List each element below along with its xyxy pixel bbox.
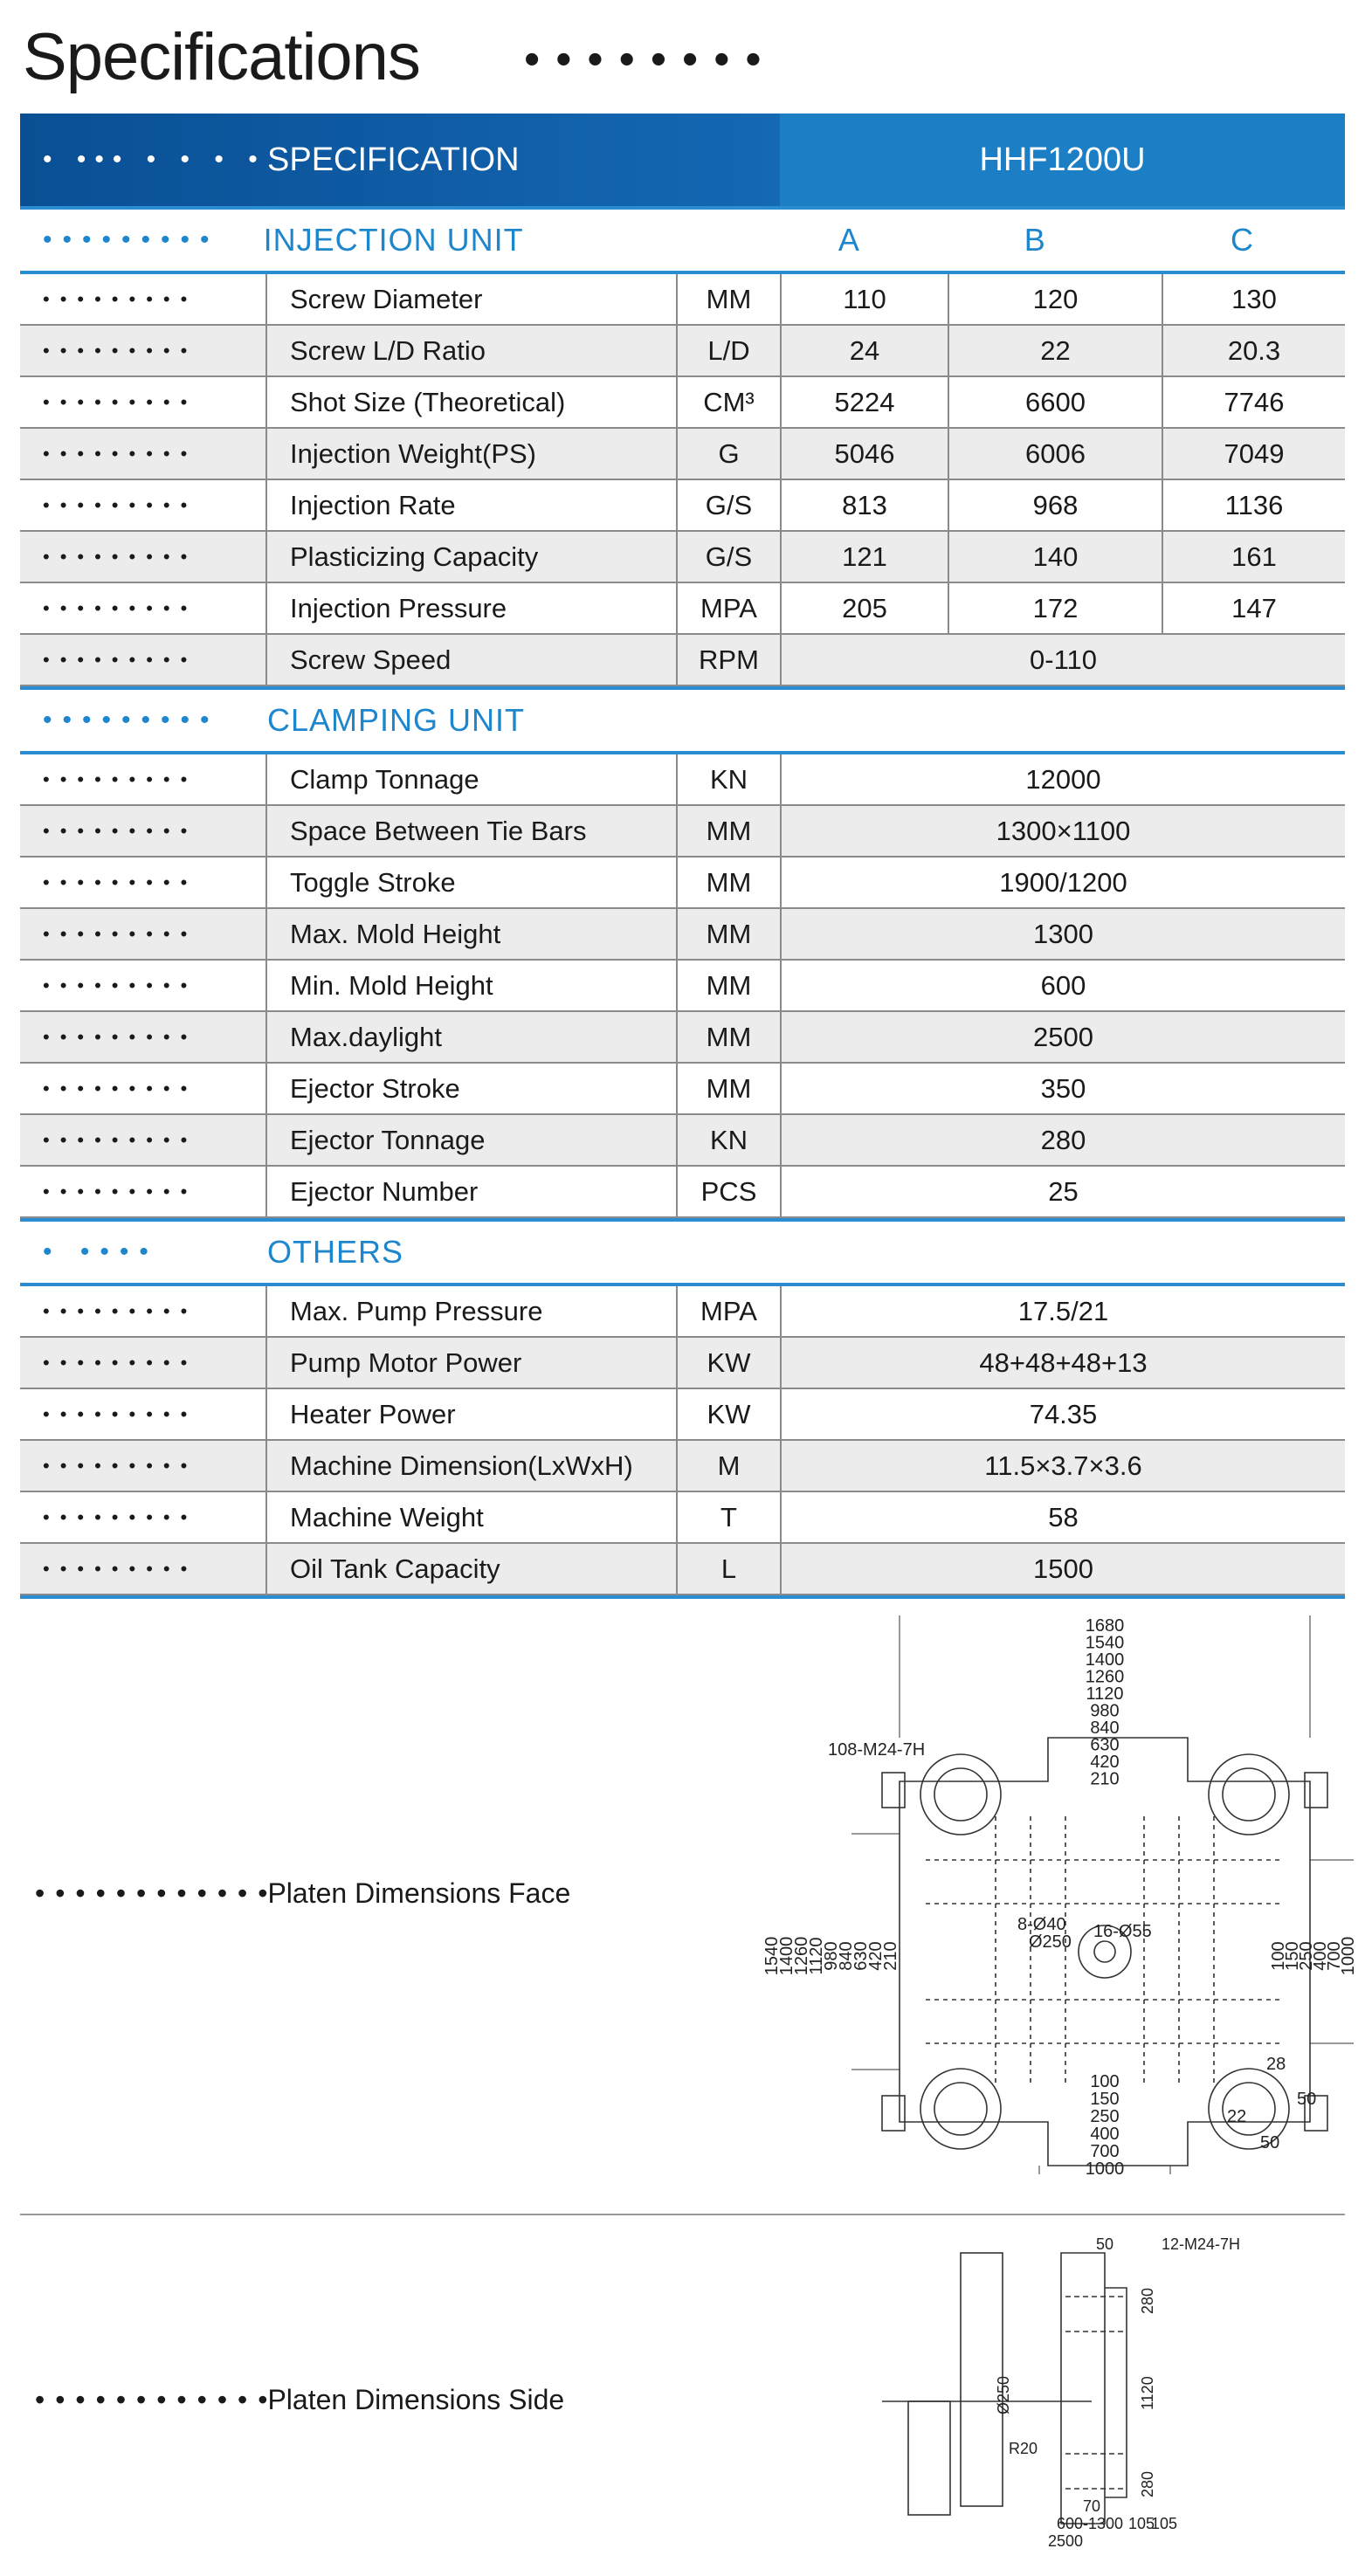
row-value: 1136 [1224,489,1284,520]
side-dimension: 70 [1083,2497,1101,2515]
row-name: Machine Weight [267,1492,678,1542]
section-divider [20,2214,1345,2215]
header-dots: • ••• • • • • [43,145,266,174]
platen-face-label-text: Platen Dimensions Face [267,1877,571,1909]
table-row [20,635,1345,686]
table-row [20,1338,1345,1389]
platen-face-label: ••••••••••••Platen Dimensions Face [35,1877,571,1909]
row-dots: ••••••••• [20,909,267,959]
row-unit: KN [678,754,782,804]
row-dots: ••••••••• [20,1012,267,1062]
row-name: Pump Motor Power [267,1338,678,1388]
row-dots: ••••••••• [20,1115,267,1165]
row-unit: MM [678,1012,782,1062]
row-unit: MM [678,1064,782,1113]
row-unit: RPM [678,635,782,685]
dimension-right: 100 [1269,1941,1288,1971]
row-value: 0-110 [1030,644,1097,675]
row-dots: ••••••••• [20,326,267,375]
dimension-left: 840 [837,1941,856,1971]
table-row [20,961,1345,1012]
row-unit: PCS [678,1167,782,1216]
side-dimension: 280 [1139,2470,1156,2497]
row-value: 20.3 [1227,334,1281,366]
row-name: Space Between Tie Bars [267,806,678,856]
side-dimension: R20 [1009,2440,1038,2457]
row-unit: MM [678,274,782,324]
header-title: SPECIFICATION [267,141,520,178]
row-value: 5224 [782,377,949,427]
row-name: Clamp Tonnage [267,754,678,804]
row-unit: MM [678,909,782,959]
row-name: Shot Size (Theoretical) [267,377,678,427]
side-dimension: 105 [1128,2515,1155,2532]
row-value: 7746 [1224,386,1285,417]
platen-face-drawing [751,1598,1362,2192]
dimension-top: 980 [1090,1701,1120,1721]
row-value: 600 [1040,969,1086,1001]
dimension-top: 210 [1090,1769,1120,1789]
row-name: Injection Weight(PS) [267,429,678,479]
row-value: 17.5/21 [1017,1295,1109,1326]
row-dots: ••••••••• [20,1286,267,1336]
sections [20,210,1345,1595]
row-dots: ••••••••• [20,274,267,324]
row-name: Machine Dimension(LxWxH) [267,1441,678,1491]
detail-dim-4: 50 [1260,2133,1280,2152]
row-dots: ••••••••• [20,858,267,907]
dimension-top: 630 [1090,1735,1120,1755]
callout-bolts: 108-M24-7H [828,1740,926,1760]
row-name: Heater Power [267,1389,678,1439]
platen-side-label-text: Platen Dimensions Side [267,2384,565,2415]
row-dots: ••••••••• [20,961,267,1010]
dimension-left: 210 [881,1941,900,1971]
row-value: 24 [782,326,949,375]
dimension-top: 840 [1090,1718,1120,1738]
dimension-bottom: 100 [1090,2072,1120,2091]
row-value: 1500 [1033,1553,1093,1584]
row-value: 350 [1040,1072,1086,1104]
dimension-bottom: 250 [1090,2107,1120,2126]
detail-dim-3: 50 [1297,2090,1317,2109]
row-value: 25 [1048,1175,1079,1207]
dimension-right: 250 [1297,1941,1316,1971]
table-row [20,583,1345,635]
table-row [20,1167,1345,1218]
row-name: Oil Tank Capacity [267,1544,678,1594]
dimension-left: 420 [866,1941,886,1971]
dimension-right: 700 [1325,1941,1344,1971]
column-header: B [1024,222,1045,258]
table-row [20,429,1345,480]
callout-center: Ø250 [1029,1932,1072,1952]
table-row [20,377,1345,429]
table-row [20,754,1345,806]
row-value: 22 [949,326,1163,375]
dimension-right: 400 [1311,1941,1330,1971]
row-name: Screw L/D Ratio [267,326,678,375]
row-value: 813 [782,480,949,530]
row-value: 7049 [1224,437,1285,469]
row-value: 6600 [949,377,1163,427]
row-value: 11.5×3.7×3.6 [984,1450,1142,1481]
column-header: C [1231,222,1254,258]
row-dots: ••••••••• [20,532,267,582]
row-value: 2500 [1033,1021,1093,1052]
row-dots: ••••••••• [20,1064,267,1113]
section-title: CLAMPING UNIT [267,702,526,738]
row-name: Ejector Number [267,1167,678,1216]
side-dimension: 50 [1096,2235,1114,2253]
section-dots: ••••••••• [43,706,220,734]
callout-8-holes: 8-Ø40 [1017,1915,1066,1934]
row-unit: T [678,1492,782,1542]
row-dots: ••••••••• [20,1441,267,1491]
row-dots: ••••••••• [20,377,267,427]
section-dots: ••••••••• [43,225,220,254]
row-name: Screw Speed [267,635,678,685]
row-unit: L/D [678,326,782,375]
row-value: 1900/1200 [999,866,1127,898]
platen-side-drawing [873,2235,1293,2550]
table-row [20,1441,1345,1492]
row-value: 48+48+48+13 [979,1347,1148,1378]
row-value: 205 [782,583,949,633]
row-unit: L [678,1544,782,1594]
table-row [20,532,1345,583]
label-dots-side: ••••••••••• [35,2384,259,2415]
row-name: Ejector Tonnage [267,1115,678,1165]
row-unit: CM³ [678,377,782,427]
section-dots: • •••• [43,1237,159,1266]
side-dimension: 2500 [1048,2532,1084,2550]
dimension-left: 630 [851,1941,871,1971]
row-name: Toggle Stroke [267,858,678,907]
row-dots: ••••••••• [20,754,267,804]
dimension-bottom: 700 [1090,2142,1120,2161]
dimension-left: 980 [822,1941,841,1971]
row-name: Max. Mold Height [267,909,678,959]
row-name: Plasticizing Capacity [267,532,678,582]
row-unit: G [678,429,782,479]
row-unit: M [678,1441,782,1491]
callout-16-holes: 16-Ø55 [1093,1922,1152,1941]
table-row [20,326,1345,377]
dimension-bottom: 400 [1090,2125,1120,2144]
row-dots: ••••••••• [20,1167,267,1216]
dimension-top: 420 [1090,1753,1120,1772]
page-title: Specifications [23,20,420,94]
label-dots: ••••••••••• [35,1877,259,1909]
dimension-top: 1680 [1085,1616,1125,1636]
row-value: 172 [949,583,1163,633]
section-rows [20,754,1345,1218]
row-name: Ejector Stroke [267,1064,678,1113]
side-dimension: 1120 [1139,2376,1156,2410]
row-dots: ••••••••• [20,1338,267,1388]
table-row [20,1492,1345,1544]
detail-dim-2: 22 [1227,2107,1247,2126]
row-value: 58 [1048,1501,1079,1533]
table-row [20,1115,1345,1167]
row-value: 147 [1231,592,1277,623]
header-left [20,114,780,206]
row-value: 12000 [1025,763,1101,795]
row-name: Max.daylight [267,1012,678,1062]
table-row [20,480,1345,532]
dimension-top: 1400 [1085,1650,1125,1670]
side-dimension: 280 [1139,2287,1156,2314]
title-decoration-dots: •••••••• [524,34,777,85]
section-title: INJECTION UNIT [263,222,524,258]
row-unit: MPA [678,583,782,633]
row-value: 120 [949,274,1163,324]
dimension-bottom: 1000 [1085,2159,1125,2179]
table-row [20,1389,1345,1441]
table-row [20,858,1345,909]
table-header [20,114,1345,206]
row-name: Max. Pump Pressure [267,1286,678,1336]
header-model: HHF1200U [780,114,1345,206]
side-dimension: Ø250 [995,2375,1012,2414]
platen-side-label: ••••••••••••Platen Dimensions Side [35,2384,565,2415]
row-unit: KW [678,1338,782,1388]
row-value: 1300 [1033,918,1093,949]
row-name: Min. Mold Height [267,961,678,1010]
row-unit: MM [678,858,782,907]
section-header [20,1218,1345,1286]
row-dots: ••••••••• [20,1389,267,1439]
side-dimension: 105 [1151,2515,1178,2532]
table-row [20,909,1345,961]
row-value: 74.35 [1029,1398,1098,1429]
section-header [20,686,1345,754]
section-header [20,210,1345,274]
dimension-left: 1120 [807,1937,826,1975]
row-dots: ••••••••• [20,429,267,479]
dimension-top: 1540 [1085,1633,1125,1653]
row-value: 110 [782,274,949,324]
row-unit: MM [678,806,782,856]
section-rows [20,1286,1345,1595]
section-title: OTHERS [267,1234,404,1270]
table-row [20,806,1345,858]
row-unit: KW [678,1389,782,1439]
row-unit: G/S [678,480,782,530]
table-row [20,1286,1345,1338]
row-value: 130 [1231,283,1277,314]
row-name: Injection Pressure [267,583,678,633]
section-rows [20,274,1345,686]
dimension-top: 1260 [1085,1667,1125,1687]
row-value: 1300×1100 [996,815,1131,846]
row-unit: MPA [678,1286,782,1336]
dimension-top: 1120 [1086,1684,1124,1704]
row-value: 280 [1040,1124,1086,1155]
table-row [20,1012,1345,1064]
row-dots: ••••••••• [20,1544,267,1594]
row-dots: ••••••••• [20,806,267,856]
row-unit: KN [678,1115,782,1165]
row-value: 968 [949,480,1163,530]
row-dots: ••••••••• [20,1492,267,1542]
column-header: A [838,222,859,258]
dimension-bottom: 150 [1090,2090,1120,2109]
row-value: 140 [949,532,1163,582]
row-dots: ••••••••• [20,583,267,633]
row-value: 6006 [949,429,1163,479]
side-dimension: 12-M24-7H [1162,2235,1241,2253]
row-unit: G/S [678,532,782,582]
row-value: 161 [1231,541,1277,572]
table-row [20,1544,1345,1595]
row-value: 5046 [782,429,949,479]
row-name: Screw Diameter [267,274,678,324]
dimension-right: 150 [1283,1941,1302,1971]
row-name: Injection Rate [267,480,678,530]
row-dots: ••••••••• [20,635,267,685]
side-dimension: 600-1300 [1057,2515,1124,2532]
table-row [20,1064,1345,1115]
row-dots: ••••••••• [20,480,267,530]
row-unit: MM [678,961,782,1010]
dimension-right: 1000 [1339,1936,1358,1976]
dimension-left: 1400 [777,1936,796,1976]
table-row [20,274,1345,326]
detail-dim-1: 28 [1266,2055,1286,2074]
row-value: 121 [782,532,949,582]
dimension-left: 1540 [762,1936,782,1976]
dimension-left: 1260 [792,1936,811,1976]
spec-table [20,114,1345,1599]
